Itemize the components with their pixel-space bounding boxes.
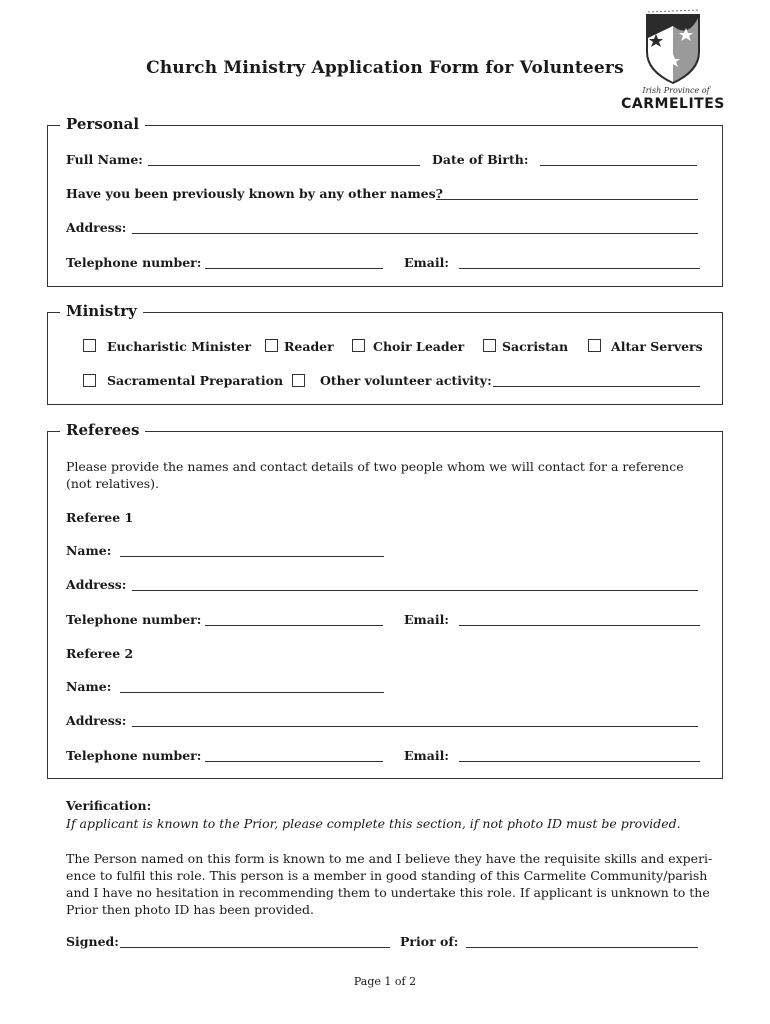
address-field[interactable] (132, 233, 698, 234)
other-names-field[interactable] (436, 199, 698, 200)
full-name-field[interactable] (148, 165, 420, 166)
referees-intro-1: Please provide the names and contact details of two people whom we will contact for a reference (66, 459, 684, 474)
telephone-label: Telephone number: (66, 255, 202, 270)
dob-label: Date of Birth: (432, 152, 529, 167)
checkbox-choir-leader[interactable] (352, 339, 365, 352)
referee-1-email-label: Email: (404, 612, 449, 627)
page-title: Church Ministry Application Form for Volunteers (146, 58, 624, 78)
referee-1-address-field[interactable] (132, 590, 698, 591)
referee-2-email-field[interactable] (459, 761, 700, 762)
address-label: Address: (66, 220, 127, 235)
other-names-label: Have you been previously known by any other names? (66, 186, 443, 201)
option-altar-servers: Altar Servers (611, 339, 703, 354)
checkbox-reader[interactable] (265, 339, 278, 352)
option-eucharistic-minister: Eucharistic Minister (107, 339, 252, 354)
option-reader: Reader (284, 339, 334, 354)
referee-2-email-label: Email: (404, 748, 449, 763)
referee-2-heading: Referee 2 (66, 646, 134, 661)
referee-2-name-label: Name: (66, 679, 112, 694)
email-field[interactable] (459, 268, 700, 269)
checkbox-altar-servers[interactable] (588, 339, 601, 352)
referee-1-email-field[interactable] (459, 625, 700, 626)
verification-para-2: ence to fulfil this role. This person is a member in good standing of this Carmelite Community/parish (66, 868, 708, 883)
verification-para-4: Prior then photo ID has been provided. (66, 902, 315, 917)
option-sacristan: Sacristan (502, 339, 569, 354)
personal-legend: Personal (60, 115, 145, 133)
dob-field[interactable] (540, 165, 697, 166)
verification-heading: Verification: (66, 798, 152, 813)
referee-2-telephone-field[interactable] (205, 761, 383, 762)
referee-2-telephone-label: Telephone number: (66, 748, 202, 763)
option-choir-leader: Choir Leader (373, 339, 465, 354)
referee-1-address-label: Address: (66, 577, 127, 592)
prior-of-field[interactable] (466, 947, 698, 948)
ministry-section (47, 302, 723, 405)
ministry-legend: Ministry (60, 302, 143, 320)
checkbox-other-activity[interactable] (292, 374, 305, 387)
checkbox-eucharistic-minister[interactable] (83, 339, 96, 352)
option-other-activity: Other volunteer activity: (320, 373, 492, 388)
checkbox-sacramental-preparation[interactable] (83, 374, 96, 387)
full-name-label: Full Name: (66, 152, 143, 167)
checkbox-sacristan[interactable] (483, 339, 496, 352)
referee-1-heading: Referee 1 (66, 510, 134, 525)
prior-of-label: Prior of: (400, 934, 459, 949)
option-sacramental-preparation: Sacramental Preparation (107, 373, 284, 388)
verification-note: If applicant is known to the Prior, please complete this section, if not photo ID must be provided. (66, 816, 681, 831)
referee-1-name-label: Name: (66, 543, 112, 558)
referees-legend: Referees (60, 421, 145, 439)
referee-1-name-field[interactable] (120, 556, 384, 557)
logo-name: CARMELITES (621, 96, 725, 112)
signed-label: Signed: (66, 934, 119, 949)
referee-2-address-field[interactable] (132, 726, 698, 727)
logo-script: Irish Province of (642, 86, 710, 95)
other-activity-field[interactable] (493, 386, 700, 387)
email-label: Email: (404, 255, 449, 270)
referee-1-telephone-label: Telephone number: (66, 612, 202, 627)
verification-para-1: The Person named on this form is known to me and I believe they have the requisite skills and experi- (66, 851, 713, 866)
referee-2-name-field[interactable] (120, 692, 384, 693)
signed-field[interactable] (120, 947, 390, 948)
telephone-field[interactable] (205, 268, 383, 269)
referee-1-telephone-field[interactable] (205, 625, 383, 626)
verification-para-3: and I have no hesitation in recommending them to undertake this role. If applicant is unknown to the (66, 885, 710, 900)
referees-intro-2: (not relatives). (66, 476, 160, 491)
referee-2-address-label: Address: (66, 713, 127, 728)
page-number: Page 1 of 2 (353, 975, 417, 988)
